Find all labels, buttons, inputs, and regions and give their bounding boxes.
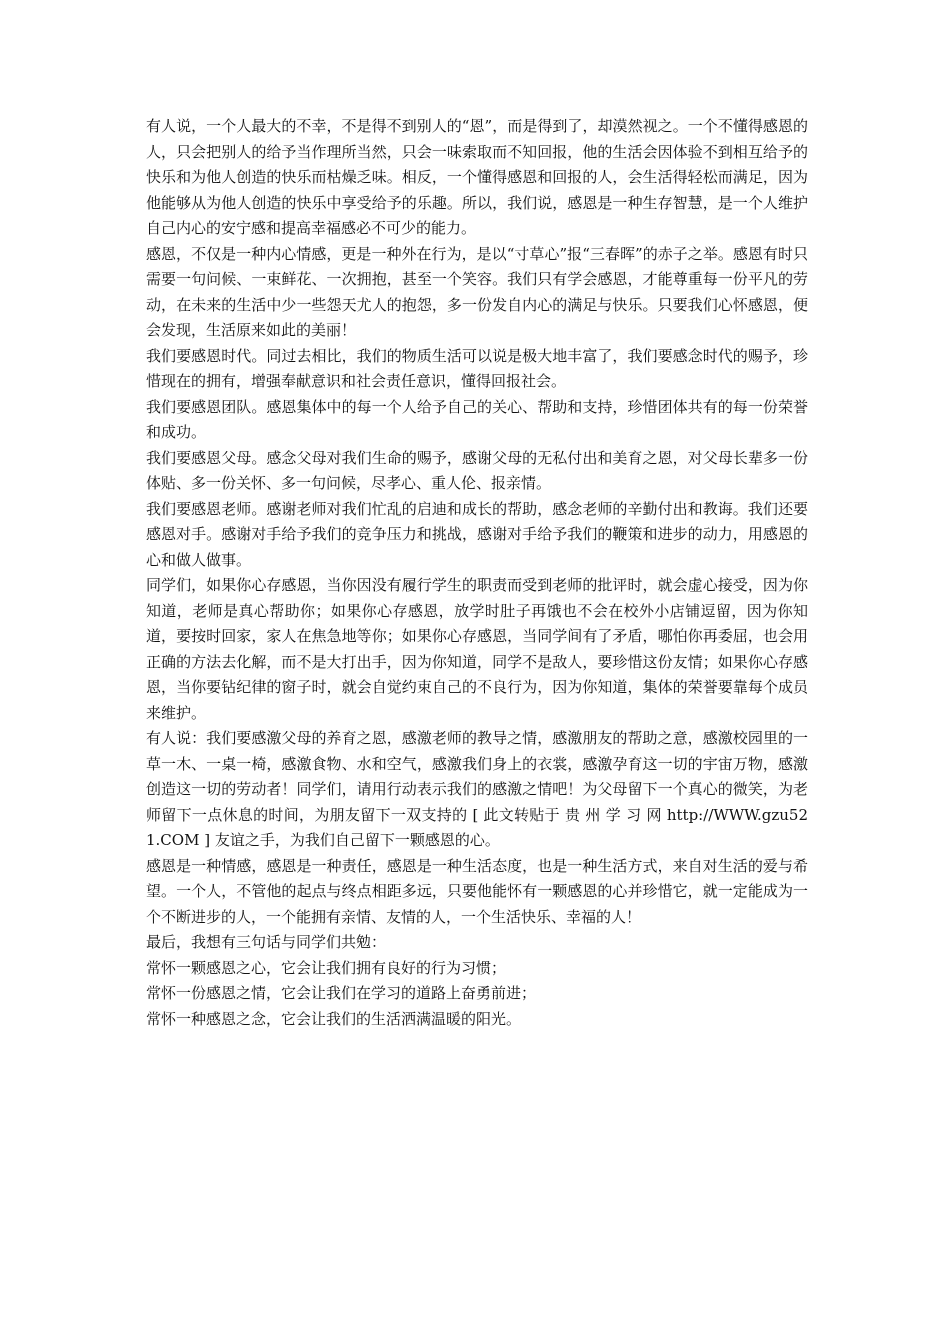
paragraph-thank-parents: 我们要感恩父母。感念父母对我们生命的赐予，感谢父母的无私付出和美育之恩，对父母长辈多一份体贴、多一份关怀、多一句问候，尽孝心、重人伦、报亲情。 <box>146 448 808 492</box>
paragraph-gratitude-behavior: 感恩，不仅是一种内心情感，更是一种外在行为，是以“寸草心”报“三春晖”的赤子之举。感恩有时只需要一句问候、一束鲜花、一次拥抱，甚至一个笑容。我们只有学会感恩，才能尊重每一份平凡的劳动，在未来的生活中少一些怨天尤人的抱怨，多一份发自内心的满足与快乐。只要我们心怀感恩，便会发现，生活原来如此的美丽！ <box>146 244 808 339</box>
paragraph-thank-teachers: 我们要感恩老师。感谢老师对我们忙乱的启迪和成长的帮助，感念老师的辛勤付出和教诲。我们还要感恩对手。感谢对手给予我们的竞争压力和挑战，感谢对手给予我们的鞭策和进步的动力，用感恩的心和做人做事。 <box>146 499 808 569</box>
paragraph-gratitude-emotion: 感恩是一种情感，感恩是一种责任，感恩是一种生活态度，也是一种生活方式，来自对生活的爱与希望。一个人，不管他的起点与终点相距多远，只要他能怀有一颗感恩的心并珍惜它，就一定能成为一个不断进步的人，一个能拥有亲情、友情的人，一个生活快乐、幸福的人！ <box>146 856 808 926</box>
paragraph-motto-1: 常怀一颗感恩之心，它会让我们拥有良好的行为习惯； <box>146 958 507 977</box>
paragraph-motto-2: 常怀一份感恩之情，它会让我们在学习的道路上奋勇前进； <box>146 984 537 1002</box>
paragraph-motto-3: 常怀一种感恩之念，它会让我们的生活洒满温暖的阳光。 <box>146 1009 522 1028</box>
paragraph-be-grateful: 有人说：我们要感激父母的养育之恩，感激老师的教导之情，感激朋友的帮助之意，感激校园里的一草一木、一桌一椅，感激食物、水和空气，感激我们身上的衣裳，感激孕育这一切的宇宙万物，感激创造这一切的劳动者！同学们，请用行动表示我们的感激之情吧！为父母留下一个真心的微笑，为老师留下一点休息的时间，为朋友留下一双支持的 [ 此文转贴于 贵 州 学 习 网 http://WWW.gzu521.COM ] 友谊之手，为我们自己留下一颗感恩的心。 <box>146 729 808 849</box>
paragraph-thank-team: 我们要感恩团队。感恩集体中的每一个人给予自己的关心、帮助和支持，珍惜团体共有的每一份荣誉和成功。 <box>146 397 808 441</box>
paragraph-thank-era: 我们要感恩时代。同过去相比，我们的物质生活可以说是极大地丰富了，我们要感念时代的赐予，珍惜现在的拥有，增强奉献意识和社会责任意识，懂得回报社会。 <box>146 346 808 390</box>
paragraph-closing-intro: 最后，我想有三句话与同学们共勉： <box>146 933 387 951</box>
paragraph-intro: 有人说，一个人最大的不幸，不是得不到别人的“恩”，而是得到了，却漠然视之。一个不懂得感恩的人，只会把别人的给予当作理所当然，只会一味索取而不知回报，他的生活会因体验不到相互给予的快乐和为他人创造的快乐而枯燥乏味。相反，一个懂得感恩和回报的人，会生活得轻松而满足，因为他能够从为他人创造的快乐中享受给予的乐趣。所以，我们说，感恩是一种生存智慧，是一个人维护自己内心的安宁感和提高幸福感必不可少的能力。 <box>146 117 808 237</box>
paragraph-students: 同学们，如果你心存感恩，当你因没有履行学生的职责而受到老师的批评时，就会虚心接受，因为你知道，老师是真心帮助你；如果你心存感恩，放学时肚子再饿也不会在校外小店铺逗留，因为你知道，要按时回家，家人在焦急地等你；如果你心存感恩，当同学间有了矛盾，哪怕你再委屈，也会用正确的方法去化解，而不是大打出手，因为你知道，同学不是敌人，要珍惜这份友情；如果你心存感恩，当你要钻纪律的窗子时，就会自觉约束自己的不良行为，因为你知道，集体的荣誉要靠每个成员来维护。 <box>146 576 808 722</box>
document-body <box>146 114 808 1032</box>
